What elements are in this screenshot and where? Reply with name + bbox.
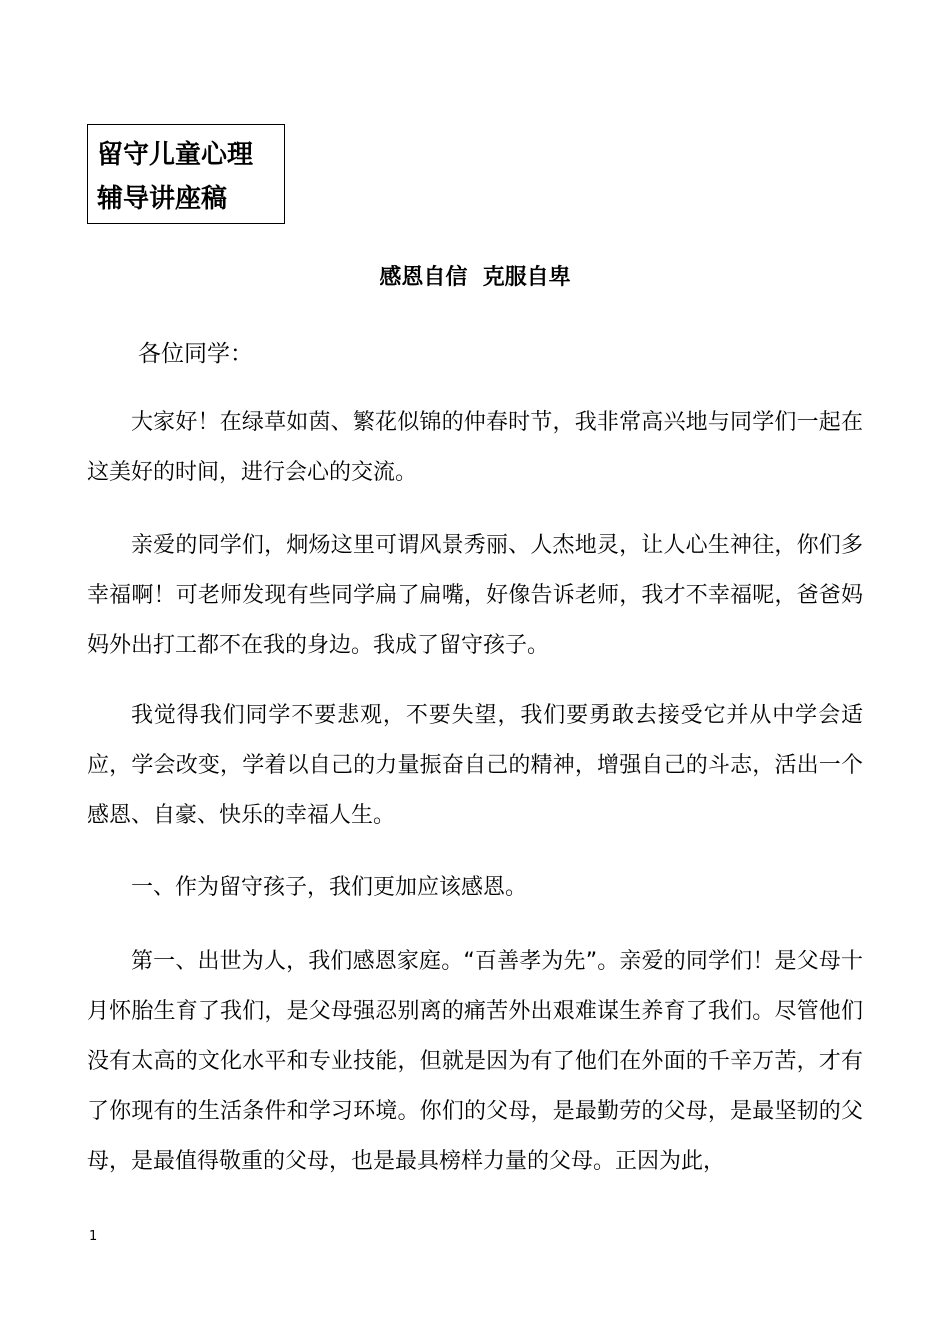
paragraph-3: 我觉得我们同学不要悲观，不要失望，我们要勇敢去接受它并从中学会适应，学会改变，学着以自己的力量振奋自己的精神，增强自己的斗志，活出一个感恩、自豪、快乐的幸福人生。 xyxy=(87,703,863,828)
paragraph-4: 第一、出世为人，我们感恩家庭。“百善孝为先”。亲爱的同学们！是父母十月怀胎生育了我们，是父母强忍别离的痛苦外出艰难谋生养育了我们。尽管他们没有太高的文化水平和专业技能，但就是因为有了他们在外面的千辛万苦，才有了你现有的生活条件和学习环境。你们的父母，是最勤劳的父母，是最坚韧的父母，是最值得敬重的父母，也是最具榜样力量的父母。正因为此， xyxy=(87,949,863,1174)
page-number: 1 xyxy=(89,1229,98,1244)
title-line-1: 留守儿童心理 xyxy=(97,140,254,170)
paragraph-2: 亲爱的同学们，炯炀这里可谓风景秀丽、人杰地灵，让人心生神往，你们多幸福啊！可老师发现有些同学扁了扁嘴，好像告诉老师，我才不幸福呢，爸爸妈妈外出打工都不在我的身边。我成了留守孩子。 xyxy=(87,533,863,658)
title-line-2: 辅导讲座稿 xyxy=(97,184,228,214)
paragraph-1: 大家好！在绿草如茵、繁花似锦的仲春时节，我非常高兴地与同学们一起在这美好的时间，进行会心的交流。 xyxy=(87,410,863,485)
title-box xyxy=(87,124,285,224)
greeting: 各位同学： xyxy=(138,341,253,367)
speech-subtitle: 感恩自信 克服自卑 xyxy=(379,265,571,290)
section-heading-1: 一、作为留守孩子，我们更加应该感恩。 xyxy=(131,875,528,900)
